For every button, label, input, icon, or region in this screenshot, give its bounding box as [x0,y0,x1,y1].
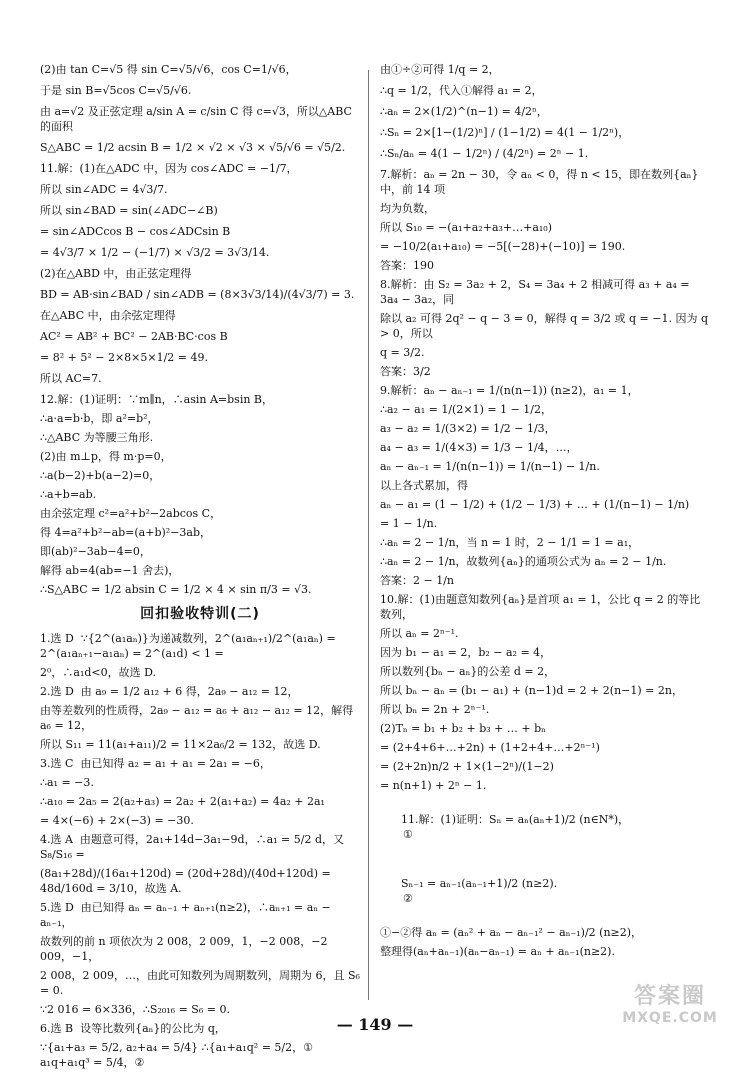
text-line: ∴Sₙ = 2×[1−(1/2)ⁿ] / (1−1/2) = 4(1 − 1/2ⁿ)， [380,126,630,139]
text-line: 3.选 C 由已知得 a₂ = a₁ + a₁ = 2a₁ = −6， [40,757,271,770]
equation-text: Sₙ₋₁ = aₙ₋₁(aₙ₋₁+1)/2 (n≥2). [400,877,558,890]
text-line: ∴aₙ = 2×(1/2)^(n−1) = 4/2ⁿ， [380,105,548,118]
text-line: 答案：2 − 1/n [380,574,454,587]
equation-marker-2: ② [403,892,413,905]
text-line: ∴aₙ = 2 − 1/n，当 n = 1 时，2 − 1/1 = 1 = a₁， [380,536,640,549]
text-line: (2)由 m⊥p，得 m·p=0， [40,450,172,463]
text-line [380,861,710,921]
text-line: = sin∠ADCcos B − cos∠ADCsin B [40,225,231,238]
text-line: = n(n+1) + 2ⁿ − 1. [380,779,487,792]
text-line: 由①÷②可得 1/q = 2， [380,63,500,76]
left-column [40,62,364,1074]
right-column [380,62,710,963]
text-line: 所以 sin∠ADC = 4√3/7. [40,183,168,196]
watermark-text: 答案圈 [633,984,706,1009]
text-line: 所以 S₁₀ = −(a₁+a₂+a₃+…+a₁₀) [380,221,553,234]
text-line: 所以 aₙ = 2ⁿ⁻¹. [380,627,459,640]
text-line: S△ABC = 1/2 acsin B = 1/2 × √2 × √3 × √5/√6 = √5/2. [40,141,346,154]
text-line: 整理得(aₙ+aₙ₋₁)(aₙ−aₙ₋₁) = aₙ + aₙ₋₁(n≥2). [380,945,615,958]
text-line: 在△ABC 中，由余弦定理得 [40,309,176,322]
text-line: 即(ab)²−3ab−4=0， [40,545,151,558]
text-line: ∴Sₙ/aₙ = 4(1 − 1/2ⁿ) / (4/2ⁿ) = 2ⁿ − 1. [380,147,589,160]
text-line: (8a₁+28d)/(16a₁+120d) = (20d+28d)/(40d+120d) = 48d/160d = 3/10，故选 A. [40,867,335,895]
text-line: 以上各式累加，得 [380,479,468,492]
text-line: 1.选 D ∵{2^(a₁aₙ)}为递减数列，2^(a₁aₙ₊₁)/2^(a₁aₙ) = 2^(a₁aₙ₊₁−a₁aₙ) = 2^(a₁d) < 1 = [40,632,340,660]
text-line: 解得 ab=4(ab=−1 舍去)， [40,564,180,577]
text-line: ∴a₁ = −3. [40,776,94,789]
text-line: = 8² + 5² − 2×8×5×1/2 = 49. [40,351,209,364]
column-divider [368,70,369,1000]
text-line: 4.选 A 由题意可得，2a₁+14d−3a₁−9d，∴a₁ = 5/2 d，又 S₈/S₁₆ = [40,833,348,861]
text-line: 7.解析：aₙ = 2n − 30，令 aₙ < 0，得 n < 15，即在数列{aₙ}中，前 14 项 [380,168,699,196]
watermark-logo [600,985,740,1033]
text-line: 10.解：(1)由题意知数列{aₙ}是首项 a₁ = 1，公比 q = 2 的等比数列， [380,593,701,621]
text-line: 因为 b₁ − a₁ = 2，b₂ − a₂ = 4， [380,646,552,659]
text-line: ∴a₂ − a₁ = 1/(2×1) = 1 − 1/2， [380,403,552,416]
text-line: 所以 sin∠BAD = sin(∠ADC−∠B) [40,204,218,217]
text-line: 所以 AC=7. [40,372,102,385]
text-line: (2)由 tan C=√5 得 sin C=√5/√6，cos C=1/√6， [40,63,297,76]
text-line: 所以 bₙ − aₙ = (b₁ − a₁) + (n−1)d = 2 + 2(n−1) = 2n， [380,684,683,697]
text-line: ∴a+b=ab. [40,488,97,501]
text-line: ∵{a₁+a₃ = 5/2, a₂+a₄ = 5/4} ∴{a₁+a₁q² = 5/2，① a₁q+a₁q³ = 5/4，② [40,1041,320,1069]
text-line: AC² = AB² + BC² − 2AB·BC·cos B [40,330,228,343]
text-line: 11.解：(1)在△ADC 中，因为 cos∠ADC = −1/7， [40,162,298,175]
text-line: a₃ − a₂ = 1/(3×2) = 1/2 − 1/3， [380,422,556,435]
equation-text: 11.解：(1)证明：Sₙ = aₙ(aₙ+1)/2 (n∈N*)， [400,813,630,826]
text-line: 除以 a₂ 可得 2q² − q − 3 = 0，解得 q = 3/2 或 q = −1. 因为 q > 0，所以 [380,312,712,340]
text-line: 于是 sin B=√5cos C=√5/√6. [40,84,192,97]
text-line: ∴q = 1/2，代入①解得 a₁ = 2， [380,84,543,97]
text-line: ∴aₙ = 2 − 1/n，故数列{aₙ}的通项公式为 aₙ = 2 − 1/n. [380,555,667,568]
text-line: = 1 − 1/n. [380,517,438,530]
text-line: aₙ − aₙ₋₁ = 1/(n(n−1)) = 1/(n−1) − 1/n. [380,460,600,473]
text-line: 8.解析：由 S₂ = 3a₂ + 2，S₄ = 3a₄ + 2 相减可得 a₃ + a₄ = 3a₄ − 3a₂，同 [380,278,694,306]
text-line: 2.选 D 由 a₉ = 1/2 a₁₂ + 6 得，2a₉ − a₁₂ = 12， [40,685,299,698]
text-line: 2 008，2 009，…，由此可知数列为周期数列，周期为 6，且 S₆ = 0. [40,969,364,997]
text-line: = 4√3/7 × 1/2 − (−1/7) × √3/2 = 3√3/14. [40,246,270,259]
section-title: 回扣验收特训(二) [140,606,260,622]
equation-marker-1: ① [403,828,413,841]
page-number: — 149 — [336,1015,414,1034]
text-line: 所以 bₙ = 2n + 2ⁿ⁻¹. [380,703,490,716]
text-line: ∵2 016 = 6×336，∴S₂₀₁₆ = S₆ = 0. [40,1003,230,1016]
text-line: 由 a=√2 及正弦定理 a/sin A = c/sin C 得 c=√3，所以△ABC 的面积 [40,105,356,133]
text-line: a₄ − a₃ = 1/(4×3) = 1/3 − 1/4，…， [380,441,578,454]
text-line: 所以 S₁₁ = 11(a₁+a₁₁)/2 = 11×2a₆/2 = 132，故选 D. [40,738,321,751]
watermark-url: MXQE.COM [622,1010,718,1026]
text-line: q = 3/2. [380,346,425,359]
text-line: BD = AB·sin∠BAD / sin∠ADB = (8×3√3/14)/(4√3/7) = 3. [40,288,355,301]
text-line: = (2+4+6+…+2n) + (1+2+4+…+2ⁿ⁻¹) [380,741,600,754]
text-line: (2)Tₙ = b₁ + b₂ + b₃ + … + bₙ [380,722,546,735]
text-line: 所以数列{bₙ − aₙ}的公差 d = 2， [380,665,556,678]
text-line: ∴△ABC 为等腰三角形. [40,431,154,444]
text-line: = (2+2n)n/2 + 1×(1−2ⁿ)/(1−2) [380,760,554,773]
text-line: ①−②得 aₙ = (aₙ² + aₙ − aₙ₋₁² − aₙ₋₁)/2 (n≥2)， [380,926,643,939]
text-line [380,797,710,857]
text-line: 答案：190 [380,259,434,272]
text-line: ∴a₁₀ = 2a₅ = 2(a₂+a₃) = 2a₂ + 2(a₁+a₂) = 4a₂ + 2a₁ [40,795,325,808]
text-line: 2⁰，∴a₁d<0，故选 D. [40,666,157,679]
text-line: 故数列的前 n 项依次为 2 008，2 009，1，−2 008，−2 009，−1， [40,935,331,963]
text-line: ∴a·a=b·b，即 a²=b²， [40,412,159,425]
text-line: 由等差数列的性质得，2a₉ − a₁₂ = a₆ + a₁₂ − a₁₂ = 12，解得 a₆ = 12， [40,704,357,732]
text-line: 答案：3/2 [380,365,431,378]
text-line: ∴S△ABC = 1/2 absin C = 1/2 × 4 × sin π/3 = √3. [40,583,312,596]
text-line: ∴a(b−2)+b(a−2)=0， [40,469,161,482]
text-line: 由余弦定理 c²=a²+b²−2abcos C， [40,507,222,520]
text-line: 9.解析：aₙ − aₙ₋₁ = 1/(n(n−1)) (n≥2)，a₁ = 1， [380,384,639,397]
text-line: 得 4=a²+b²−ab=(a+b)²−3ab， [40,526,212,539]
text-line: 12.解：(1)证明：∵m∥n，∴asin A=bsin B， [40,393,274,406]
text-line: aₙ − a₁ = (1 − 1/2) + (1/2 − 1/3) + … + (1/(n−1) − 1/n) [380,498,690,511]
text-line: = −10/2(a₁+a₁₀) = −5[(−28)+(−10)] = 190. [380,240,626,253]
text-line: (2)在△ABD 中，由正弦定理得 [40,267,192,280]
text-line: = 4×(−6) + 2×(−3) = −30. [40,814,194,827]
text-line: 5.选 D 由已知得 aₙ = aₙ₋₁ + aₙ₊₁(n≥2)，∴aₙ₊₁ = aₙ − aₙ₋₁， [40,901,335,929]
text-line: 6.选 B 设等比数列{aₙ}的公比为 q， [40,1022,226,1035]
text-line: 均为负数， [380,202,435,215]
